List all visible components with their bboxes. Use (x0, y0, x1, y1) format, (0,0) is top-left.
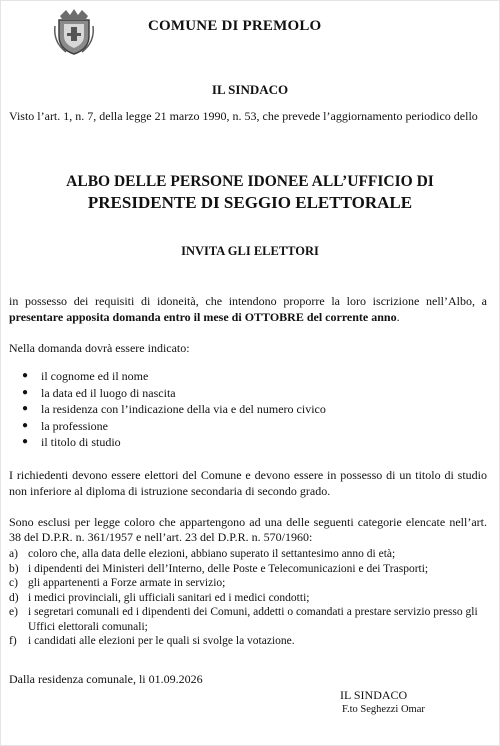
list-item (22, 418, 326, 435)
list-item-text: i dipendenti dei Ministeri dell’Interno, delle Poste e Telecomunicazioni e dei Trasporti; (28, 562, 429, 575)
list-item-text: il titolo di studio (41, 435, 121, 449)
list-item (9, 591, 489, 606)
bullet-icon: ● (22, 419, 29, 431)
eligibility-end: . (396, 310, 400, 324)
coat-of-arms-icon (52, 6, 96, 56)
list-item-letter: a) (9, 548, 18, 560)
list-item-text: i segretari comunali ed i dipendenti dei Comuni, addetti o comandati a prestare servizio presso gli Uffici elettorali comunali; (28, 606, 478, 633)
list-item (22, 368, 326, 385)
list-item-text: gli appartenenti a Forze armate in servizio; (28, 577, 226, 589)
signature-name: F.to Seghezzi Omar (342, 704, 425, 715)
bullet-icon: ● (22, 370, 29, 381)
list-item (22, 401, 326, 418)
eligibility-text: in possesso dei requisiti di idoneità, che intendono proporre la loro iscrizione nell’Albo, a (9, 294, 487, 308)
list-item (9, 634, 489, 649)
exclusion-categories-list (9, 547, 489, 649)
bullet-icon: ● (22, 436, 29, 447)
list-item-text: la professione (41, 418, 108, 433)
mayor-heading: IL SINDACO (211, 82, 289, 97)
list-item-text: la data ed il luogo di nascita (41, 385, 176, 400)
invitation-heading: INVITA GLI ELETTORI (181, 244, 319, 258)
legal-reference-paragraph: Visto l’art. 1, n. 7, della legge 21 marzo 1990, n. 53, che prevede l’aggiornamento periodico dello (9, 109, 478, 123)
list-item-letter: d) (9, 591, 19, 604)
list-item-letter: c) (9, 577, 18, 589)
list-item-letter: e) (9, 606, 18, 618)
list-item-text: i medici provinciali, gli ufficiali sanitari ed i medici condotti; (28, 591, 310, 604)
deadline-month: OTTOBRE (244, 310, 304, 324)
register-title-line2: PRESIDENTE DI SEGGIO ELETTORALE (87, 193, 413, 212)
municipality-title: COMUNE DI PREMOLO (148, 18, 322, 34)
list-item-text: i candidati alle elezioni per le quali si svolge la votazione. (28, 635, 295, 647)
exclusions-paragraph: Sono esclusi per legge coloro che appartengono ad una delle seguenti categorie elencate nell’art. 38 del D.P.R. n. 361/1957 e nell’art. 23 del D.P.R. n. 570/1960: (9, 515, 487, 544)
place-date-line: Dalla residenza comunale, li 01.09.2026 (9, 672, 203, 686)
bullet-icon: ● (22, 386, 29, 398)
list-item (9, 562, 489, 577)
list-item (9, 576, 489, 591)
list-item-text: il cognome ed il nome (41, 369, 149, 383)
signature-title: IL SINDACO (340, 688, 408, 702)
list-item-text: coloro che, alla data delle elezioni, abbiano superato il settantesimo anno di età; (28, 548, 396, 560)
required-info-list (22, 368, 326, 451)
deadline-year-text: del corrente anno (303, 310, 397, 324)
register-title (0, 172, 500, 214)
application-intro: Nella domanda dovrà essere indicato: (9, 341, 190, 355)
list-item (22, 385, 326, 402)
deadline-text: presentare apposita domanda entro il mese di (9, 310, 245, 324)
list-item-letter: f) (9, 635, 17, 647)
list-item (22, 434, 326, 451)
eligibility-paragraph (9, 293, 487, 325)
list-item-text: la residenza con l’indicazione della via e del numero civico (41, 402, 326, 416)
register-title-line1: ALBO DELLE PERSONE IDONEE ALL’UFFICIO DI (66, 173, 434, 190)
bullet-icon: ● (22, 403, 29, 414)
requirements-paragraph: I richiedenti devono essere elettori del Comune e devono essere in possesso di un titolo di studio non inferiore al diploma di istruzione secondaria di secondo grado. (9, 468, 487, 498)
list-item (9, 605, 489, 634)
list-item (9, 547, 489, 562)
list-item-letter: b) (9, 562, 19, 575)
